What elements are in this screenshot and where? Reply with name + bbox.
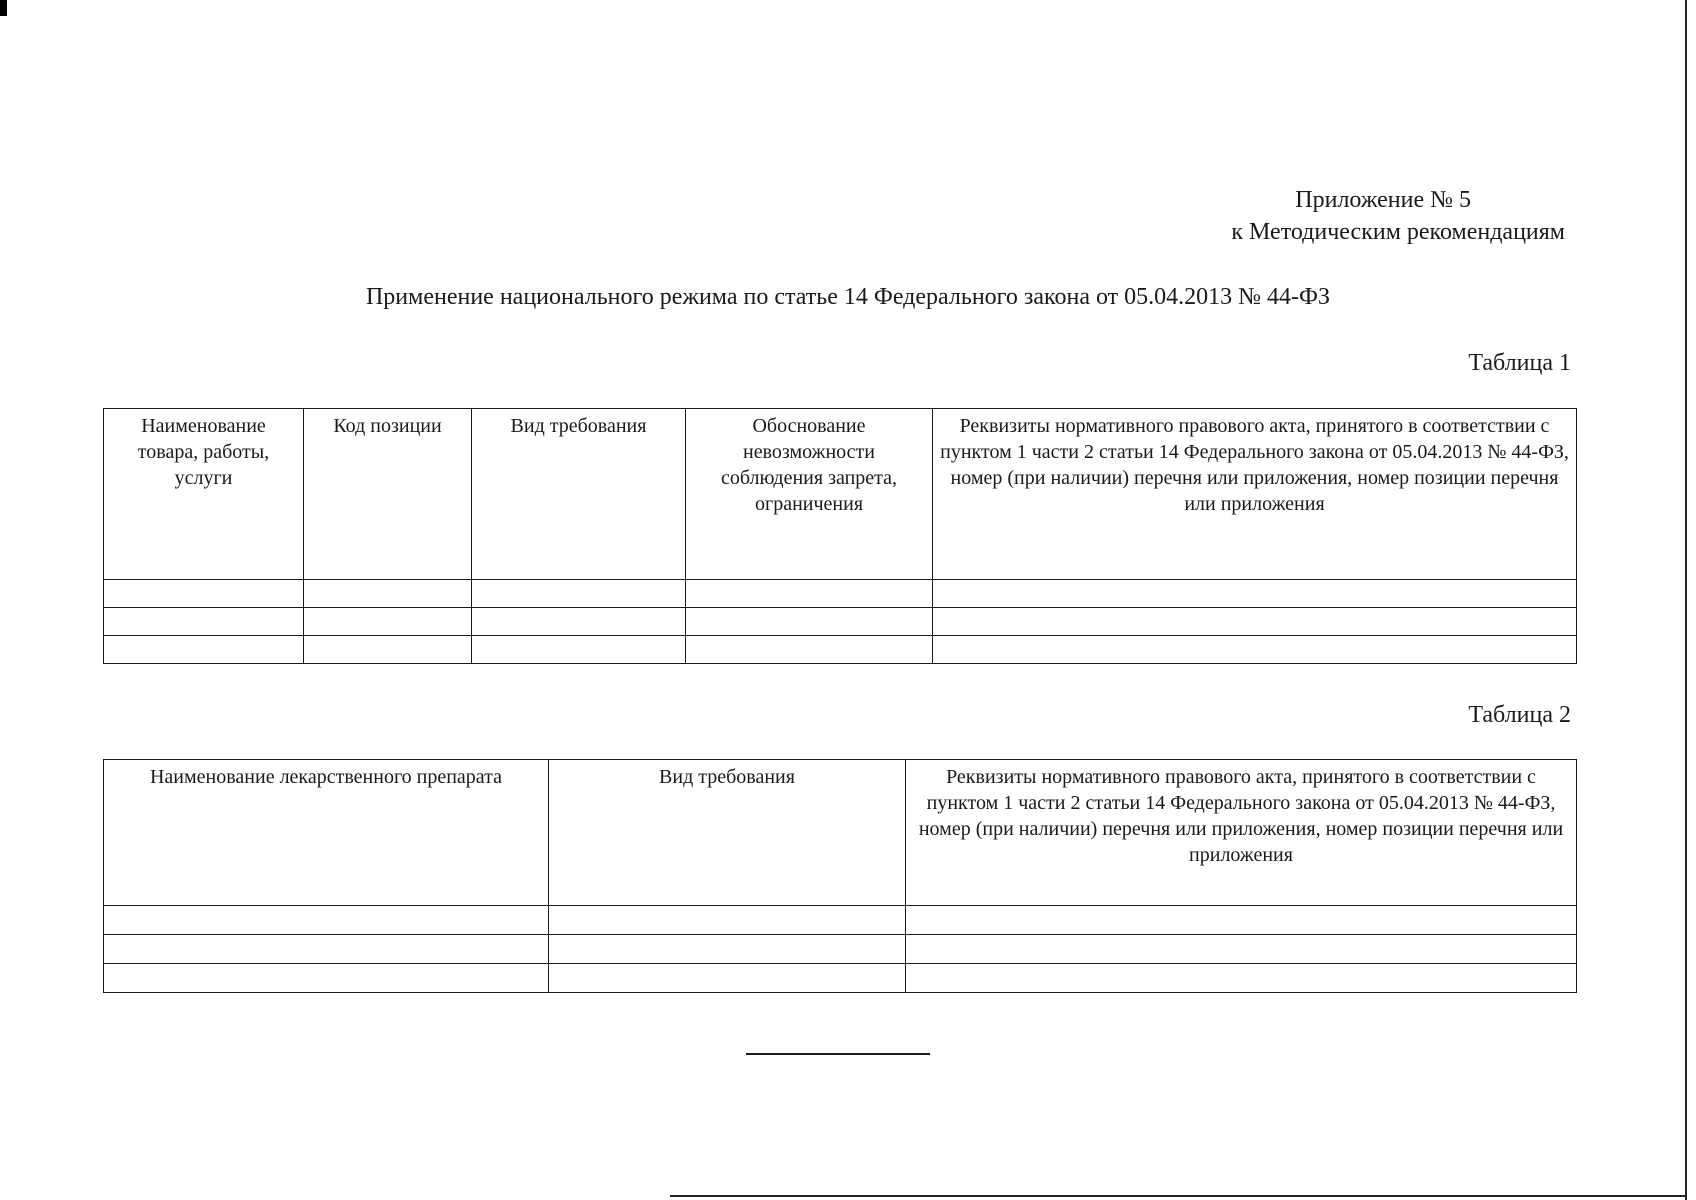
table-cell[interactable] [304, 580, 472, 608]
table-cell[interactable] [906, 906, 1577, 935]
table2-header-act-details: Реквизиты нормативного правового акта, принятого в соответствии с пунктом 1 части 2 статьи 14 Федерального закона от 05.04.2013 № 44-ФЗ, номер (при наличии) перечня или приложения, номер позиции перечня или приложения [906, 760, 1577, 906]
table1-header-requirement: Вид требования [472, 409, 686, 580]
closing-separator-line [746, 1053, 930, 1055]
annex-reference: к Методическим рекомендациям [1231, 219, 1565, 245]
table1-caption: Таблица 1 [1468, 350, 1571, 376]
table-cell[interactable] [549, 906, 906, 935]
table-cell[interactable] [304, 636, 472, 664]
table-row [104, 964, 1577, 993]
table1-header-justification: Обоснование невозможности соблюдения запрета, ограничения [686, 409, 933, 580]
table-cell[interactable] [549, 964, 906, 993]
table-row [104, 935, 1577, 964]
table2-header-requirement: Вид требования [549, 760, 906, 906]
table-cell[interactable] [104, 906, 549, 935]
annex-number: Приложение № 5 [1295, 187, 1471, 213]
table-cell[interactable] [686, 636, 933, 664]
table1-header-name: Наименование товара, работы, услуги [104, 409, 304, 580]
table-cell[interactable] [906, 964, 1577, 993]
table-cell[interactable] [933, 608, 1577, 636]
table-cell[interactable] [472, 608, 686, 636]
annex-header [1000, 184, 1565, 248]
table-row [104, 580, 1577, 608]
table-cell[interactable] [104, 636, 304, 664]
table2 [103, 759, 1577, 993]
table2-header-row [104, 760, 1577, 906]
table1 [103, 408, 1577, 664]
scan-corner-mark [0, 0, 7, 16]
table-row [104, 608, 1577, 636]
table-cell[interactable] [472, 636, 686, 664]
table-cell[interactable] [104, 608, 304, 636]
scan-right-edge [1685, 0, 1687, 1200]
table-cell[interactable] [933, 580, 1577, 608]
table-cell[interactable] [304, 608, 472, 636]
table-cell[interactable] [686, 580, 933, 608]
table1-header-row [104, 409, 1577, 580]
table1-header-act-details: Реквизиты нормативного правового акта, принятого в соответствии с пунктом 1 части 2 статьи 14 Федерального закона от 05.04.2013 № 44-ФЗ, номер (при наличии) перечня или приложения, номер позиции перечня или приложения [933, 409, 1577, 580]
scan-bottom-edge [670, 1195, 1687, 1197]
table-cell[interactable] [686, 608, 933, 636]
document-title: Применение национального режима по статье 14 Федерального закона от 05.04.2013 № 44-ФЗ [365, 284, 1331, 310]
table2-caption: Таблица 2 [1468, 702, 1571, 728]
table1-header-code: Код позиции [304, 409, 472, 580]
table-row [104, 906, 1577, 935]
table-cell[interactable] [104, 580, 304, 608]
table-cell[interactable] [104, 935, 549, 964]
table-cell[interactable] [549, 935, 906, 964]
table-row [104, 636, 1577, 664]
table-cell[interactable] [104, 964, 549, 993]
table-cell[interactable] [933, 636, 1577, 664]
table-cell[interactable] [472, 580, 686, 608]
table2-header-drug-name: Наименование лекарственного препарата [104, 760, 549, 906]
table-cell[interactable] [906, 935, 1577, 964]
